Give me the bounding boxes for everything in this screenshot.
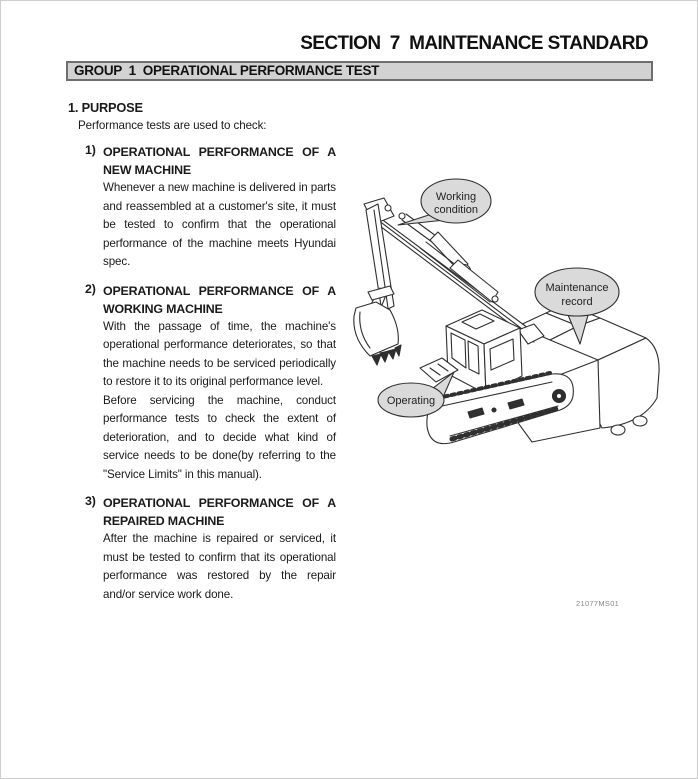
callout-label: Maintenance <box>545 282 609 294</box>
group-banner: GROUP 1 OPERATIONAL PERFORMANCE TEST <box>66 61 653 81</box>
item-body <box>103 494 336 604</box>
item-number: 1) <box>85 143 96 157</box>
page-title: SECTION 7 MAINTENANCE STANDARD <box>300 33 648 54</box>
item-paragraphs: Whenever a new machine is delivered in parts and reassembled at a customer's site, it must be tested to confirm that the operational performance of the machine meets Hyundai spec. <box>103 181 336 268</box>
callout-label: Working <box>435 191 477 203</box>
text-column <box>68 100 338 614</box>
callout-label: Operating <box>386 395 436 407</box>
excavator-illustration <box>350 160 670 620</box>
item-body <box>103 282 336 485</box>
items-list <box>68 143 338 604</box>
item-title: OPERATIONAL PERFORMANCE OF A NEW MACHINE <box>103 145 336 177</box>
figure-code: 21077MS01 <box>576 599 620 608</box>
list-item <box>85 282 338 485</box>
item-paragraphs: After the machine is repaired or serviced, it must be tested to confirm that its operational performance was restored by the repair and/or service work done. <box>103 532 336 601</box>
callout-label: record <box>561 296 593 308</box>
item-number: 3) <box>85 494 96 508</box>
item-title: OPERATIONAL PERFORMANCE OF A WORKING MACHINE <box>103 283 336 316</box>
item-title: OPERATIONAL PERFORMANCE OF A REPAIRED MACHINE <box>103 496 336 528</box>
purpose-intro: Performance tests are used to check: <box>78 119 267 132</box>
item-body <box>103 143 336 272</box>
list-item <box>85 143 338 272</box>
callout-label: condition <box>433 204 479 216</box>
purpose-heading: 1. PURPOSE <box>68 100 143 115</box>
excavator-bucket <box>354 302 401 365</box>
item-number: 2) <box>85 281 96 296</box>
list-item <box>85 494 338 604</box>
item-paragraphs: With the passage of time, the machine's operational performance deteriorates, so that the machine needs to be serviced periodically to restore it to its original performance level. Before servicing the machine, conduct performance tests to check the extent of deterioration, and to decide what kind of service needs to be done(by referring to the "Service Limits" in this manual). <box>103 319 336 481</box>
